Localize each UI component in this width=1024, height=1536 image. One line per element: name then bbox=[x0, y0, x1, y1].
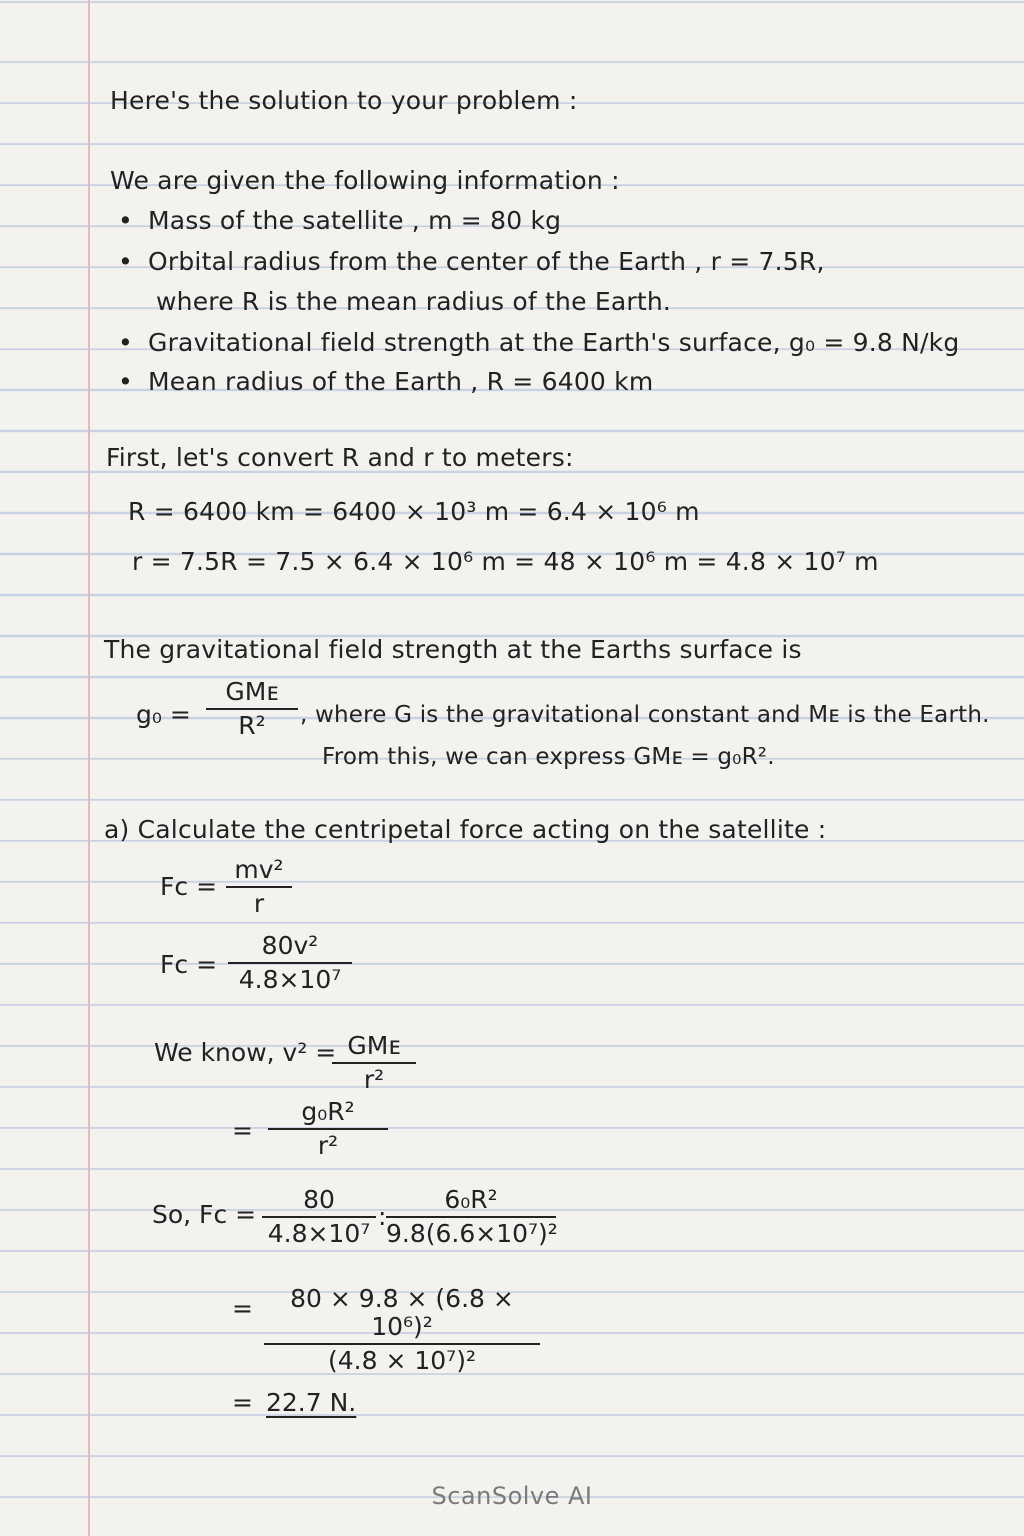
equals-sign-3: = bbox=[232, 1388, 253, 1417]
so-denominator-2: 9.8(6.6×10⁷)² bbox=[386, 1219, 558, 1248]
so-denominator-1: 4.8×10⁷ bbox=[267, 1219, 371, 1248]
so-numerator-1: 80 bbox=[262, 1186, 376, 1218]
g0r2-numerator: g₀R² bbox=[268, 1098, 388, 1130]
fc1-denominator: r bbox=[253, 889, 265, 918]
bullet-mean-radius: • Mean radius of the Earth , R = 6400 km bbox=[148, 367, 653, 397]
bullet-orbital-radius: • Orbital radius from the center of the Earth , r = 7.5R, bbox=[148, 247, 825, 277]
given-heading: We are given the following information : bbox=[110, 166, 620, 195]
intro-text: Here's the solution to your problem : bbox=[110, 86, 578, 115]
fc1-numerator: mv² bbox=[226, 856, 292, 888]
equals-sign-2: = bbox=[232, 1294, 253, 1323]
g0-numerator: GMᴇ bbox=[206, 678, 298, 710]
know-lhs: We know, v² = bbox=[154, 1038, 337, 1067]
equals-sign-1: = bbox=[232, 1116, 253, 1145]
part-a-heading: a) Calculate the centripetal force acting on the satellite : bbox=[104, 815, 827, 844]
fc2-lhs: Fc = bbox=[160, 950, 218, 979]
big-denominator: (4.8 × 10⁷)² bbox=[328, 1346, 476, 1375]
bullet-orbital-radius-cont: where R is the mean radius of the Earth. bbox=[156, 287, 672, 316]
margin-line bbox=[88, 0, 90, 1536]
g0-fraction bbox=[206, 678, 298, 740]
result-value: 22.7 N. bbox=[266, 1388, 357, 1417]
convert-R-equation: R = 6400 km = 6400 × 10³ m = 6.4 × 10⁶ m bbox=[128, 497, 700, 526]
so-lhs: So, Fc = bbox=[152, 1200, 257, 1229]
convert-r-equation: r = 7.5R = 7.5 × 6.4 × 10⁶ m = 48 × 10⁶ m = 4.8 × 10⁷ m bbox=[132, 547, 879, 576]
convert-heading: First, let's convert R and r to meters: bbox=[106, 443, 574, 472]
big-numerator: 80 × 9.8 × (6.8 × 10⁶)² bbox=[264, 1285, 540, 1345]
bullet-field-strength: • Gravitational field strength at the Earth's surface, g₀ = 9.8 N/kg bbox=[148, 328, 959, 358]
g0r2-fraction bbox=[268, 1098, 388, 1160]
g0-denominator: R² bbox=[238, 711, 266, 740]
so-colon: : bbox=[378, 1202, 387, 1231]
know-fraction bbox=[332, 1032, 416, 1094]
footer-watermark: ScanSolve AI bbox=[431, 1482, 593, 1510]
g0r2-denominator: r² bbox=[317, 1131, 339, 1160]
fc2-numerator: 80v² bbox=[228, 932, 352, 964]
know-denominator: r² bbox=[363, 1065, 385, 1094]
field-heading: The gravitational field strength at the Earths surface is bbox=[104, 635, 802, 664]
fc2-fraction bbox=[228, 932, 352, 994]
fc2-denominator: 4.8×10⁷ bbox=[238, 965, 342, 994]
so-numerator-2: 6₀R² bbox=[386, 1186, 556, 1218]
g0-note: , where G is the gravitational constant and Mᴇ is the Earth. bbox=[300, 702, 990, 728]
big-fraction bbox=[264, 1285, 540, 1375]
g0-express: From this, we can express GMᴇ = g₀R². bbox=[322, 744, 775, 770]
fc1-lhs: Fc = bbox=[160, 872, 218, 901]
bullet-mass: • Mass of the satellite , m = 80 kg bbox=[148, 206, 561, 236]
so-fraction-2 bbox=[386, 1186, 556, 1248]
know-numerator: GMᴇ bbox=[332, 1032, 416, 1064]
g0-lhs: g₀ = bbox=[136, 700, 191, 729]
so-fraction-1 bbox=[262, 1186, 376, 1248]
fc1-fraction bbox=[226, 856, 292, 918]
